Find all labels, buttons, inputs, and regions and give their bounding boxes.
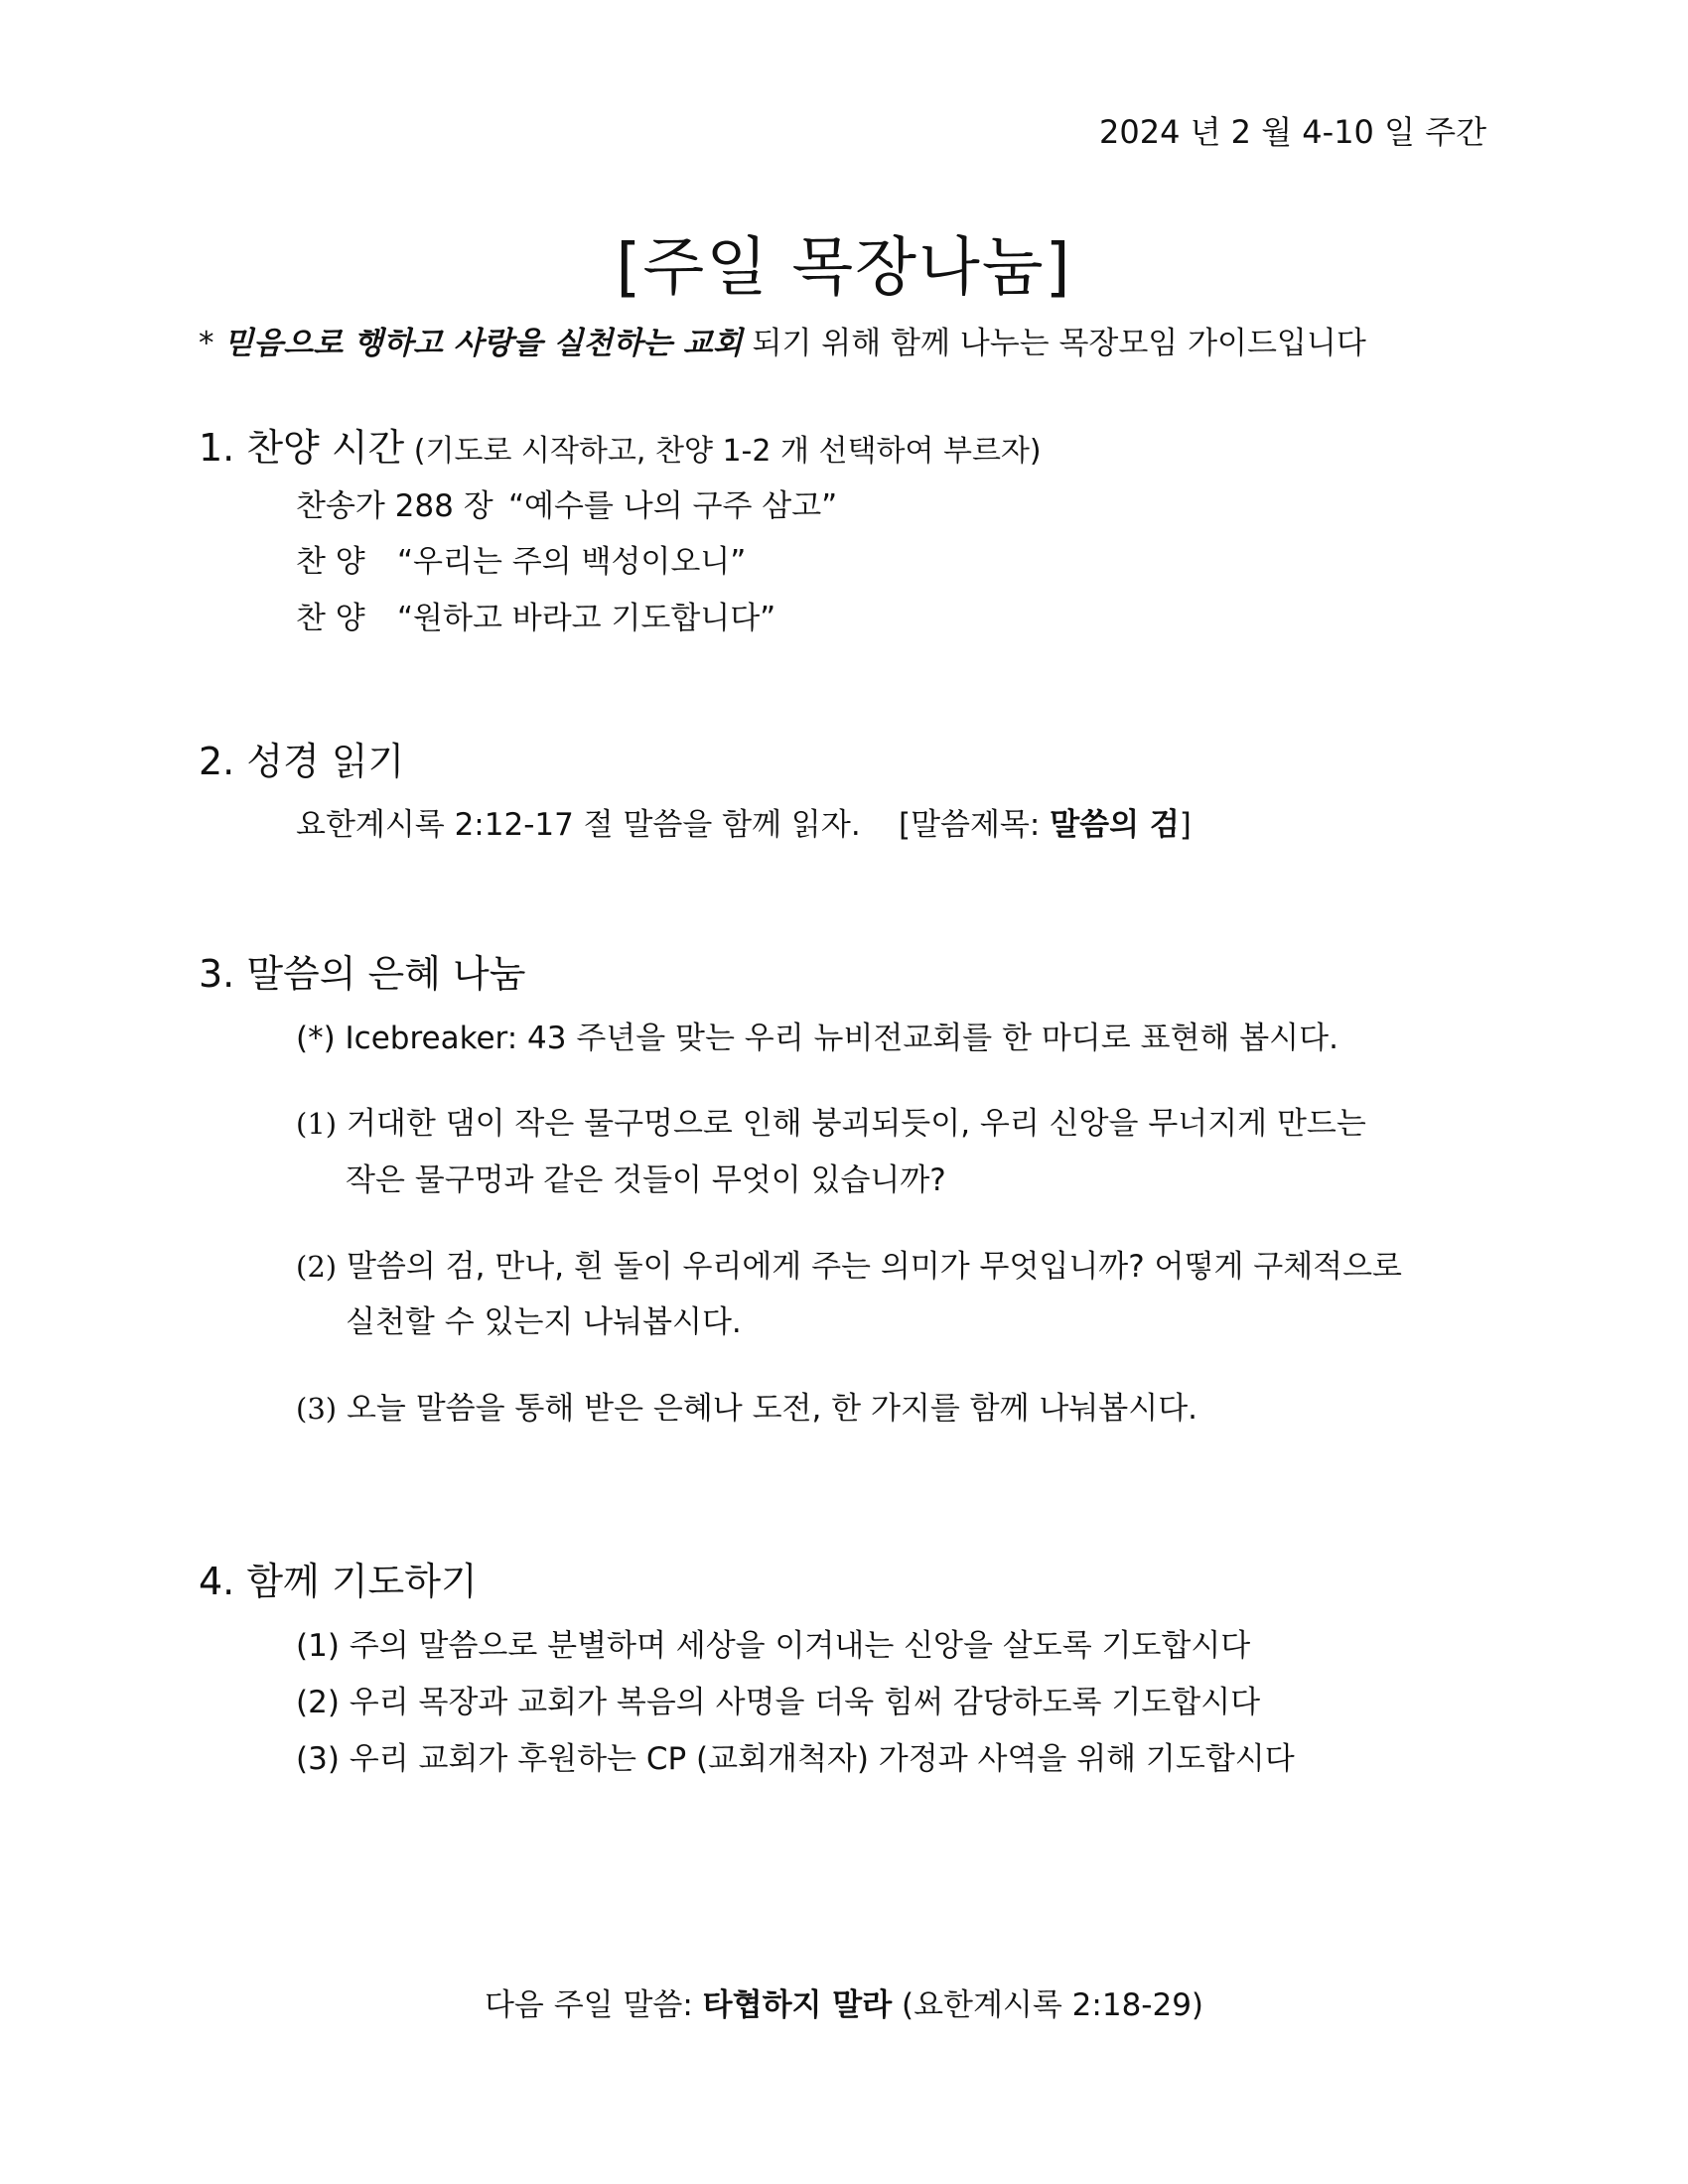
question-1-number: (1) (296, 1107, 338, 1141)
sermon-suffix: ] (1179, 807, 1192, 843)
page-title: [주일 목장나눔] (616, 231, 1072, 305)
prayer-item-2: (2) 우리 목장과 교회가 복음의 사명을 더욱 힘써 감당하도록 기도합시다 (296, 1685, 1261, 1720)
next-sermon-prefix: 다음 주일 말씀: (484, 1987, 703, 2023)
section-4-heading: 4. 함께 기도하기 (199, 1560, 478, 1603)
question-2-text-1: 말씀의 검, 만나, 흰 돌이 우리에게 주는 의미가 무엇입니까? 어떻게 구체적으로 (346, 1249, 1402, 1285)
next-sermon (0, 1979, 1688, 2024)
song-1-title: “예수를 나의 구주 삼고” (508, 488, 838, 524)
question-2-line-2: 실천할 수 있는지 나눠봅시다. (346, 1304, 742, 1340)
section-3-heading: 3. 말씀의 은혜 나눔 (199, 952, 526, 996)
section-2-heading: 2. 성경 읽기 (199, 740, 405, 783)
intro-rest: 되기 위해 함께 나누는 목장모임 가이드입니다 (742, 326, 1366, 361)
song-1-label: 찬송가 288 장 (296, 488, 493, 524)
sermon-title-line (899, 799, 1192, 844)
prayer-item-1: (1) 주의 말씀으로 분별하며 세상을 이겨내는 신앙을 살도록 기도합시다 (296, 1628, 1251, 1664)
question-2-line-1 (296, 1241, 1402, 1286)
question-1-line-2: 작은 물구멍과 같은 것들이 무엇이 있습니까? (346, 1162, 946, 1198)
question-3-line-1 (296, 1383, 1197, 1428)
question-1-text-1: 거대한 댐이 작은 물구멍으로 인해 붕괴되듯이, 우리 신앙을 무너지게 만드는 (346, 1106, 1366, 1142)
question-3-number: (3) (296, 1392, 338, 1426)
sermon-prefix: [말씀제목: (899, 807, 1051, 843)
intro-emphasis: 믿음으로 행하고 사랑을 실천하는 교회 (223, 326, 743, 361)
scripture-reading: 요한계시록 2:12-17 절 말씀을 함께 읽자. (296, 807, 861, 843)
song-2-title: “우리는 주의 백성이오니” (397, 544, 747, 580)
next-sermon-title: 타협하지 말라 (702, 1987, 893, 2023)
question-1-line-1 (296, 1098, 1366, 1143)
song-3-title: “원하고 바라고 기도합니다” (397, 601, 776, 636)
section-1-heading (199, 417, 1042, 472)
intro-bullet: * (199, 326, 214, 361)
sermon-title: 말씀의 검 (1050, 807, 1180, 843)
song-3-label: 찬 양 (296, 601, 365, 636)
song-2-label: 찬 양 (296, 544, 365, 580)
icebreaker-question: (*) Icebreaker: 43 주년을 맞는 우리 뉴비전교회를 한 마디로 표현해 봅시다. (296, 1021, 1338, 1056)
section-1-subtitle: (기도로 시작하고, 찬양 1-2 개 선택하여 부르자) (404, 434, 1042, 469)
section-1-title: 1. 찬양 시간 (199, 426, 405, 470)
question-2-number: (2) (296, 1250, 338, 1284)
next-sermon-ref: (요한계시록 2:18-29) (892, 1987, 1204, 2023)
question-3-text-1: 오늘 말씀을 통해 받은 은혜나 도전, 한 가지를 함께 나눠봅시다. (346, 1391, 1197, 1427)
prayer-item-3: (3) 우리 교회가 후원하는 CP (교회개척자) 가정과 사역을 위해 기도합시다 (296, 1741, 1295, 1777)
week-date: 2024 년 2 월 4-10 일 주간 (1098, 113, 1486, 151)
intro-line (199, 318, 1366, 362)
